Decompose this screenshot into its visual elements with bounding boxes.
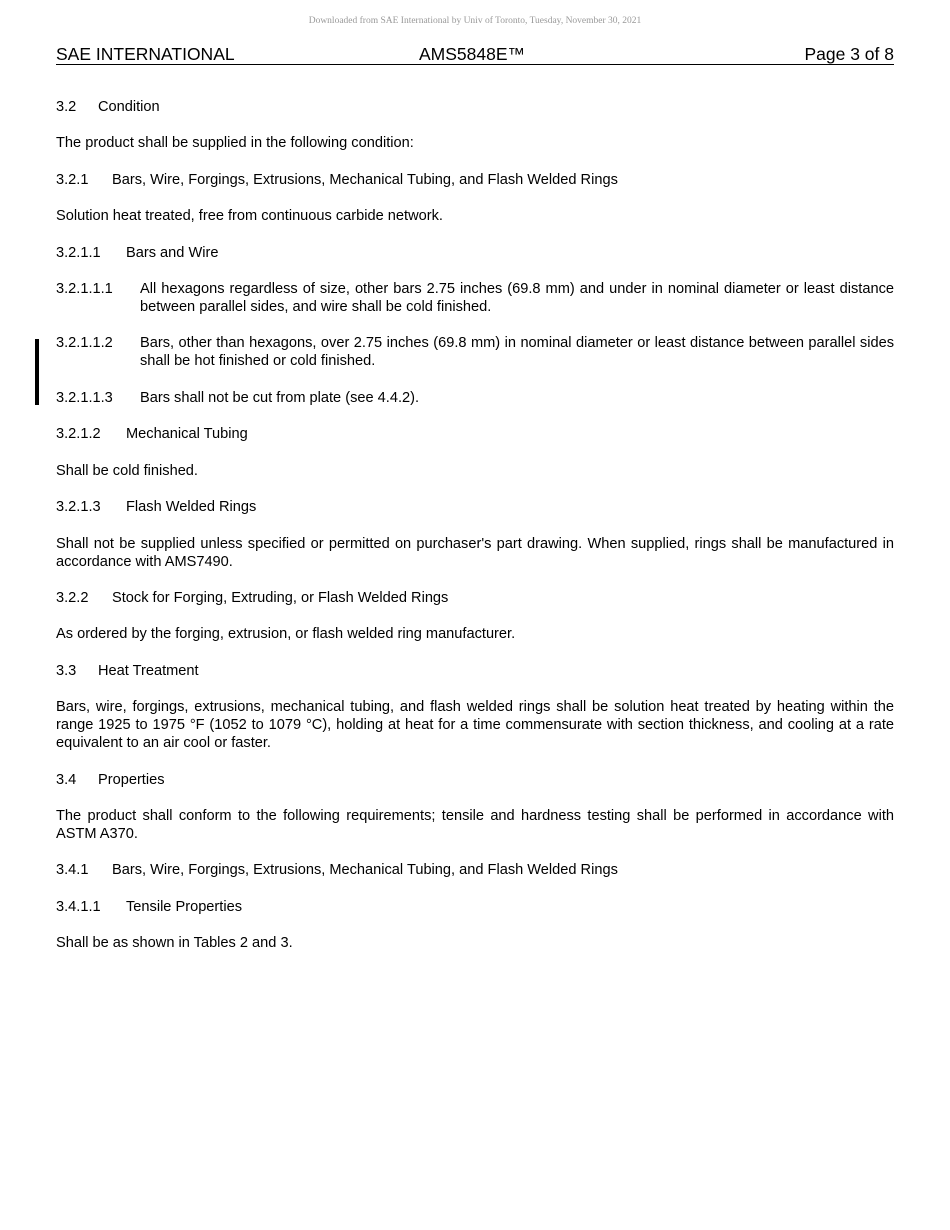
section-title: Tensile Properties	[126, 899, 242, 915]
subsection-3-2-1-1-1	[56, 280, 894, 316]
paragraph-3-4-1-1: Shall be as shown in Tables 2 and 3.	[56, 935, 293, 951]
section-title: Bars, Wire, Forgings, Extrusions, Mechanical Tubing, and Flash Welded Rings	[112, 862, 618, 878]
section-number: 3.2.1.1.3	[56, 390, 113, 406]
section-number: 3.2.1.2	[56, 426, 101, 442]
section-number: 3.2.1	[56, 172, 89, 188]
section-heading-3-4-1	[56, 861, 618, 879]
section-number: 3.2.2	[56, 590, 89, 606]
section-number: 3.2.1.1	[56, 245, 101, 261]
section-title: Stock for Forging, Extruding, or Flash Welded Rings	[112, 590, 449, 606]
revision-change-bar	[35, 339, 39, 405]
section-heading-3-2	[56, 98, 160, 116]
subsection-text: Bars shall not be cut from plate (see 4.4.2).	[140, 390, 420, 406]
section-title: Condition	[98, 99, 160, 115]
section-heading-3-2-1-1	[56, 244, 218, 262]
subsection-text: Bars, other than hexagons, over 2.75 inches (69.8 mm) in nominal diameter or least distance between parallel sides shall be hot finished or cold finished.	[140, 335, 894, 369]
section-title: Bars, Wire, Forgings, Extrusions, Mechanical Tubing, and Flash Welded Rings	[112, 172, 618, 188]
section-heading-3-4-1-1	[56, 898, 242, 916]
paragraph-3-2-1-3: Shall not be supplied unless specified or permitted on purchaser's part drawing. When supplied, rings shall be manufactured in accordance with AMS7490.	[56, 536, 894, 570]
section-number: 3.2	[56, 99, 77, 115]
paragraph-3-4: The product shall conform to the following requirements; tensile and hardness testing shall be performed in accordance with ASTM A370.	[56, 808, 894, 842]
subsection-3-2-1-1-2	[56, 334, 894, 370]
subsection-text: All hexagons regardless of size, other bars 2.75 inches (69.8 mm) and under in nominal diameter or least distance between parallel sides, and wire shall be cold finished.	[140, 281, 894, 315]
section-heading-3-2-1-3	[56, 498, 256, 516]
section-heading-3-2-1-2	[56, 425, 248, 443]
section-number: 3.4.1	[56, 862, 89, 878]
section-number: 3.2.1.1.2	[56, 335, 113, 351]
subsection-3-2-1-1-3	[56, 389, 894, 407]
section-number: 3.4	[56, 772, 77, 788]
section-number: 3.3	[56, 663, 77, 679]
section-number: 3.4.1.1	[56, 899, 101, 915]
section-title: Bars and Wire	[126, 245, 219, 261]
section-heading-3-4	[56, 771, 165, 789]
section-title: Heat Treatment	[98, 663, 199, 679]
section-title: Flash Welded Rings	[126, 499, 257, 515]
paragraph-3-2-1-2: Shall be cold finished.	[56, 463, 198, 479]
page-header	[56, 44, 894, 65]
paragraph-3-2-1: Solution heat treated, free from continuous carbide network.	[56, 208, 443, 224]
download-watermark: Downloaded from SAE International by Univ of Toronto, Tuesday, November 30, 2021	[308, 16, 642, 26]
header-organization: SAE INTERNATIONAL	[56, 44, 235, 64]
section-number: 3.2.1.1.1	[56, 281, 113, 297]
section-number: 3.2.1.3	[56, 499, 101, 515]
header-page-number: Page 3 of 8	[804, 44, 894, 64]
section-heading-3-2-2	[56, 589, 448, 607]
section-heading-3-2-1	[56, 171, 618, 189]
section-title: Properties	[98, 772, 165, 788]
section-heading-3-3	[56, 662, 199, 680]
paragraph-3-3: Bars, wire, forgings, extrusions, mechanical tubing, and flash welded rings shall be solution heat treated by heating within the range 1925 to 1975 °F (1052 to 1079 °C), holding at heat for a time commensurate with section thickness, and cooling at a rate equivalent to an air cool or faster.	[56, 699, 894, 751]
paragraph-3-2-2: As ordered by the forging, extrusion, or flash welded ring manufacturer.	[56, 626, 516, 642]
paragraph-3-2: The product shall be supplied in the following condition:	[56, 135, 414, 151]
header-document-id: AMS5848E™	[419, 44, 526, 64]
section-title: Mechanical Tubing	[126, 426, 248, 442]
